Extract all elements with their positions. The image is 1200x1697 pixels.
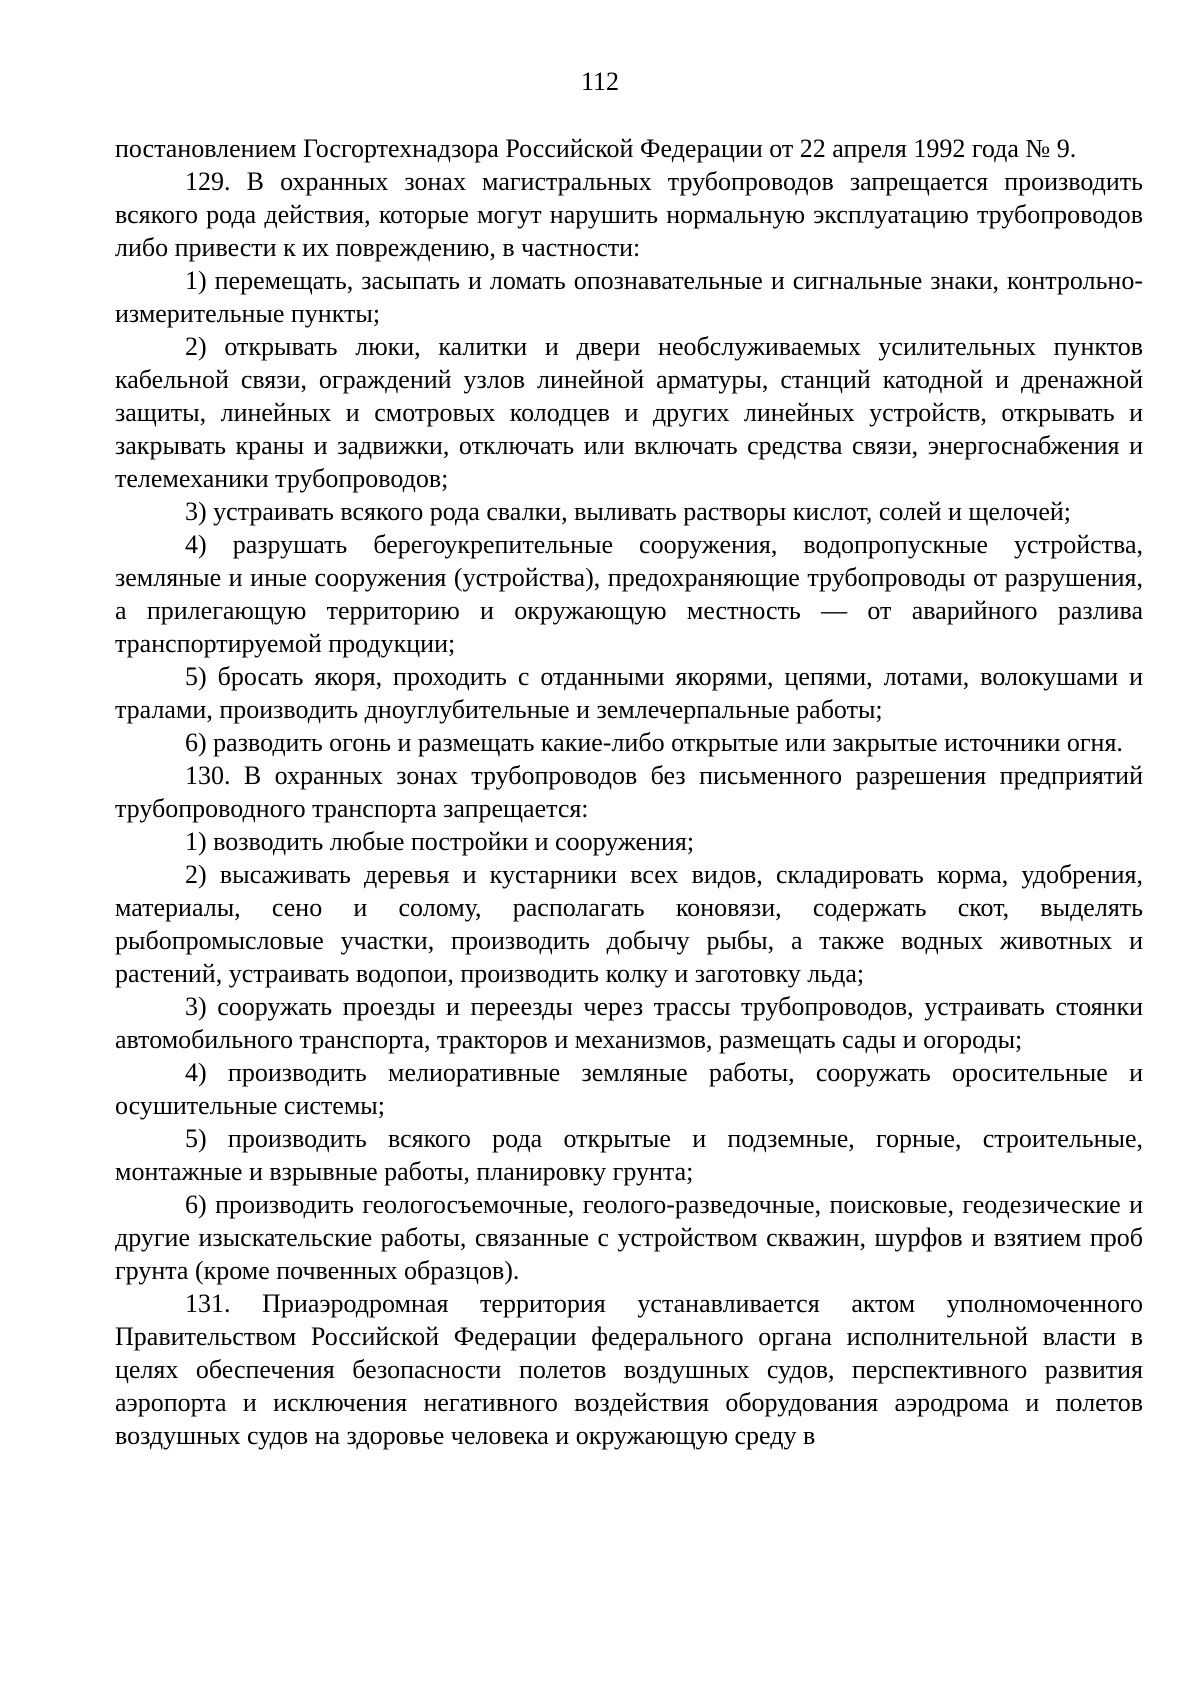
paragraph-129-item-1: 1) перемещать, засыпать и ломать опознавательные и сигнальные знаки, контрольно-измерительные пункты; bbox=[115, 266, 1143, 328]
page-number: 112 bbox=[580, 67, 620, 96]
paragraph-130-item-5: 5) производить всякого рода открытые и подземные, горные, строительные, монтажные и взрывные работы, планировку грунта; bbox=[115, 1124, 1143, 1186]
paragraph-130-item-2: 2) высаживать деревья и кустарники всех видов, складировать корма, удобрения, материалы, сено и солому, располагать коновязи, содержать скот, выделять рыбопромысловые участки, производить добычу рыбы, а также водных животных и растений, устраивать водопои, производить колку и заготовку льда; bbox=[115, 860, 1143, 988]
paragraph-130-item-4: 4) производить мелиоративные земляные работы, сооружать оросительные и осушительные системы; bbox=[115, 1058, 1143, 1120]
paragraph-129-item-2: 2) открывать люки, калитки и двери необслуживаемых усилительных пунктов кабельной связи, ограждений узлов линейной арматуры, станций катодной и дренажной защиты, линейных и смотровых колодцев и других линейных устройств, открывать и закрывать краны и задвижки, отключать или включать средства связи, энергоснабжения и телемеханики трубопроводов; bbox=[115, 332, 1143, 493]
paragraph-130-item-3: 3) сооружать проезды и переезды через трассы трубопроводов, устраивать стоянки автомобильного транспорта, тракторов и механизмов, размещать сады и огороды; bbox=[115, 992, 1143, 1054]
paragraph-129-item-6: 6) разводить огонь и размещать какие-либо открытые или закрытые источники огня. bbox=[185, 728, 1123, 757]
document-body bbox=[115, 132, 1143, 1452]
paragraph-130-item-1: 1) возводить любые постройки и сооружения; bbox=[185, 827, 695, 856]
paragraph-130: 130. В охранных зонах трубопроводов без письменного разрешения предприятий трубопроводного транспорта запрещается: bbox=[115, 761, 1143, 823]
paragraph-129: 129. В охранных зонах магистральных трубопроводов запрещается производить всякого рода действия, которые могут нарушить нормальную эксплуатацию трубопроводов либо привести к их повреждению, в частности: bbox=[115, 167, 1143, 262]
paragraph-131: 131. Приаэродромная территория устанавливается актом уполномоченного Правительством Российской Федерации федерального органа исполнительной власти в целях обеспечения безопасности полетов воздушных судов, перспективного развития аэропорта и исключения негативного воздействия оборудования аэродрома и полетов воздушных судов на здоровье человека и окружающую среду в bbox=[115, 1289, 1143, 1450]
paragraph-129-item-5: 5) бросать якоря, проходить с отданными якорями, цепями, лотами, волокушами и тралами, производить дноуглубительные и землечерпальные работы; bbox=[115, 662, 1143, 724]
paragraph-130-item-6: 6) производить геологосъемочные, геолого-разведочные, поисковые, геодезические и другие изыскательские работы, связанные с устройством скважин, шурфов и взятием проб грунта (кроме почвенных образцов). bbox=[115, 1190, 1143, 1285]
paragraph-129-item-3: 3) устраивать всякого рода свалки, выливать растворы кислот, солей и щелочей; bbox=[185, 497, 1072, 526]
paragraph-continuation: постановлением Госгортехнадзора Российской Федерации от 22 апреля 1992 года № 9. bbox=[115, 134, 1077, 163]
paragraph-129-item-4: 4) разрушать берегоукрепительные сооружения, водопропускные устройства, земляные и иные сооружения (устройства), предохраняющие трубопроводы от разрушения, а прилегающую территорию и окружающую местность — от аварийного разлива транспортируемой продукции; bbox=[115, 530, 1143, 658]
